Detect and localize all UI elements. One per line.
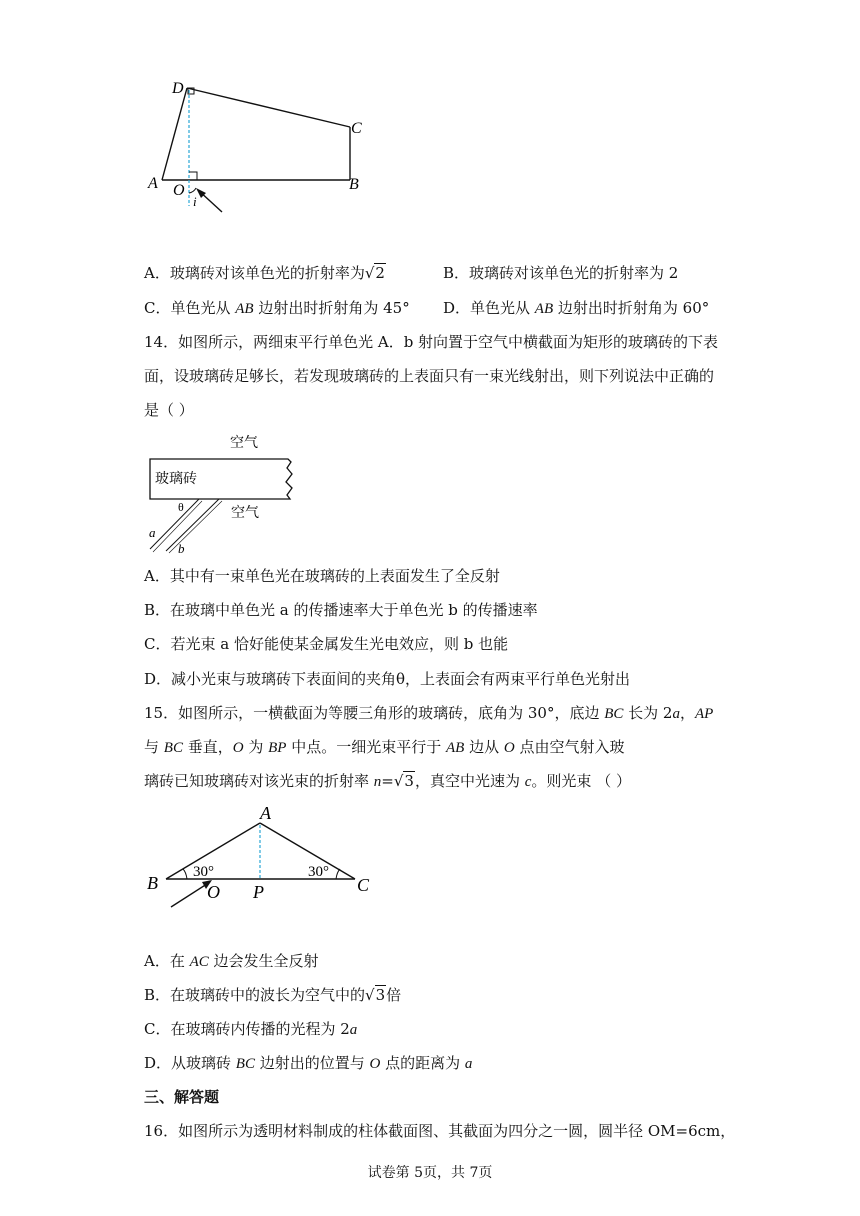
q15-stem1-v2: a [672, 706, 680, 722]
q15-option-b [144, 985, 401, 1005]
q14-option-d: D．减小光束与玻璃砖下表面间的夹角θ，上表面会有两束平行单色光射出 [144, 670, 631, 688]
q15-option-b-t1: B．在玻璃砖中的波长为空气中的 [144, 986, 366, 1004]
angle-B-arc [183, 869, 187, 879]
q15-stem2-v4: AB [446, 740, 465, 756]
q14-stem-line2: 面，设玻璃砖足够长，若发现玻璃砖的上表面只有一束光线射出，则下列说法中正确的 [144, 367, 715, 385]
q13-option-c-text2: 边射出时折射角为 45° [253, 299, 410, 317]
q15-option-d-v2: O [369, 1056, 381, 1072]
q15-option-b-radicand: 3 [375, 986, 386, 1004]
q13-option-d-text1: D．单色光从 [443, 299, 535, 317]
label-D: D [172, 80, 184, 97]
q15-stem2-t5: 边从 [464, 738, 504, 756]
label-B: B [349, 176, 359, 193]
q15-stem1-v3: AP [695, 706, 714, 722]
label-B: B [147, 873, 158, 893]
label-O: O [173, 182, 185, 199]
q15-option-c [144, 1019, 357, 1040]
q15-option-b-t2: 倍 [386, 986, 402, 1004]
page-footer: 试卷第 5页，共 7页 [367, 1165, 493, 1181]
label-theta: θ [178, 500, 184, 514]
label-C: C [357, 875, 370, 895]
section-heading: 三、解答题 [144, 1088, 220, 1106]
q15-option-d [144, 1053, 472, 1074]
q15-option-c-var: a [349, 1022, 358, 1038]
q13-option-d-var: AB [534, 301, 554, 317]
q15-stem2-t2: 垂直， [182, 738, 233, 756]
q14-stem-line3: 是（ ） [144, 401, 194, 419]
q15-stem3-radicand: 3 [404, 772, 414, 790]
q14-option-c: C．若光束 a 恰好能使某金属发生光电效应，则 b 也能 [144, 635, 509, 653]
label-C: C [351, 120, 362, 137]
q15-option-a-var: AC [189, 954, 209, 970]
q13-option-b: B．玻璃砖对该单色光的折射率为 2 [443, 264, 679, 282]
label-A: A [260, 803, 271, 823]
q13-option-c-text1: C．单色光从 [144, 299, 236, 317]
q15-stem3-t3: ，真空中光速为 [414, 772, 525, 790]
q15-stem2-v3: BP [268, 740, 287, 756]
label-glass: 玻璃砖 [155, 472, 197, 487]
q15-stem2-v2: O [232, 740, 244, 756]
q13-option-a-radicand: 2 [375, 264, 385, 282]
label-air-top: 空气 [230, 436, 258, 451]
q15-option-a-t2: 边会发生全反射 [208, 952, 319, 970]
label-a: a [149, 525, 156, 540]
q15-stem3-t2: = [381, 772, 394, 790]
label-angle-B: 30° [193, 864, 214, 880]
q15-stem2-t1: 与 [144, 738, 164, 756]
q15-stem2-t4: 中点。一细光束平行于 [286, 738, 446, 756]
label-b: b [178, 541, 185, 556]
q15-stem1-t2: 长为 2 [623, 704, 673, 722]
q15-stem3-t1: 璃砖已知玻璃砖对该光束的折射率 [144, 772, 374, 790]
q15-option-c-t1: C．在玻璃砖内传播的光程为 2 [144, 1020, 350, 1038]
q13-option-d-text2: 边射出时折射角为 60° [553, 299, 710, 317]
q15-stem2-v1: BC [163, 740, 183, 756]
q16-stem-line1: 16．如图所示为透明材料制成的柱体截面图、其截面为四分之一圆，圆半径 OM=6cm， [144, 1122, 736, 1140]
label-angle-C: 30° [308, 864, 329, 880]
q15-stem2-t6: 点由空气射入玻 [514, 738, 625, 756]
q15-option-d-v3: a [464, 1056, 473, 1072]
label-P: P [253, 882, 264, 902]
q15-stem3-t4: 。则光束 （ ） [531, 772, 631, 790]
q15-option-a-t1: A．在 [144, 952, 190, 970]
q14-stem-line1: 14．如图所示，两细束平行单色光 A．b 射向置于空气中横截面为矩形的玻璃砖的下表 [144, 333, 719, 351]
q15-stem1-t3: ， [679, 704, 695, 722]
sqrt-symbol: √3 [365, 986, 386, 1004]
q13-option-c-var: AB [235, 301, 254, 317]
q14-option-b: B．在玻璃中单色光 a 的传播速率大于单色光 b 的传播速率 [144, 601, 538, 619]
q14-option-a: A．其中有一束单色光在玻璃砖的上表面发生了全反射 [144, 567, 500, 585]
q15-option-d-v1: BC [235, 1056, 255, 1072]
sqrt-symbol: √3 [393, 772, 414, 790]
q15-option-d-t3: 点的距离为 [380, 1054, 465, 1072]
q15-stem1-t1: 15．如图所示，一横截面为等腰三角形的玻璃砖，底角为 30°，底边 [144, 704, 605, 722]
sqrt-symbol: √2 [364, 264, 385, 282]
q15-option-d-t1: D．从玻璃砖 [144, 1054, 236, 1072]
q13-option-a-text: A．玻璃砖对该单色光的折射率为 [144, 264, 365, 282]
q15-stem2-t3: 为 [243, 738, 269, 756]
label-O: O [207, 882, 220, 902]
q15-stem1-v1: BC [604, 706, 624, 722]
q15-stem2-v5: O [503, 740, 515, 756]
label-A: A [148, 175, 158, 192]
q15-option-a [144, 951, 319, 972]
q15-stem3-v1: n [373, 774, 382, 790]
label-air-bottom: 空气 [231, 506, 259, 521]
q15-option-d-t2: 边射出的位置与 [254, 1054, 370, 1072]
q15-stem3-v2: c [524, 774, 532, 790]
label-i: i [193, 194, 197, 209]
